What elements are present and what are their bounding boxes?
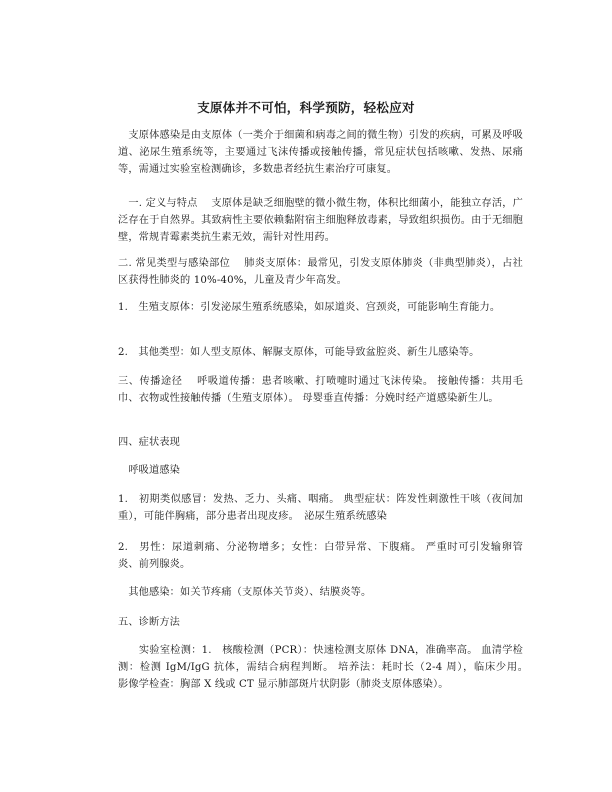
paragraph-transmission: 三、传播途径 呼吸道传播：患者咳嗽、打喷嚏时通过飞沫传染。 接触传播：共用毛巾、衣物或性接触传播（生殖支原体）。 母婴垂直传播：分娩时经产道感染新生儿。 [118,376,523,404]
subheading-respiratory: 呼吸道感染 [118,465,181,476]
paragraph-respiratory-symptoms: 1. 初期类似感冒：发热、乏力、头痛、咽痛。 典型症状：阵发性刺激性干咳（夜间加重），可能伴胸痛，部分患者出现皮疹。 泌尿生殖系统感染 [118,494,523,522]
heading-symptoms: 四、症状表现 [118,437,181,448]
paragraph-lab-tests: 实验室检测：1. 核酸检测（PCR）：快速检测支原体 DNA，准确率高。 血清学检测：检测 IgM/IgG 抗体，需结合病程判断。 培养法：耗时长（2-4 周），临床少用。 影像学检查：胸部 X 线或 CT 显示肺部斑片状阴影（肺炎支原体感染）。 [118,645,534,690]
heading-diagnosis: 五、诊断方法 [118,617,181,628]
paragraph-other-infections: 其他感染：如关节疼痛（支原体关节炎）、结膜炎等。 [118,587,372,598]
paragraph-other-types: 2. 其他类型：如人型支原体、解脲支原体，可能导致盆腔炎、新生儿感染等。 [118,347,480,358]
paragraph-intro: 支原体感染是由支原体（一类介于细菌和病毒之间的微生物）引发的疾病，可累及呼吸道、泌尿生殖系统等，主要通过飞沫传播或接触传播，常见症状包括咳嗽、发热、尿痛等，需通过实验室检测确诊，多数患者经抗生素治疗可康复。 [118,130,523,175]
paragraph-definition: 一. 定义与特点 支原体是缺乏细胞壁的微小微生物，体积比细菌小，能独立存活，广泛存在于自然界。其致病性主要依赖黏附宿主细胞释放毒素，导致组织损伤。由于无细胞壁，常规青霉素类抗生素无效，需针对性用药。 [118,198,523,243]
document-title: 支原体并不可怕，科学预防，轻松应对 [197,100,415,115]
paragraph-types: 二. 常见类型与感染部位 肺炎支原体：最常见，引发支原体肺炎（非典型肺炎），占社区获得性肺炎的 10%-40%，儿童及青少年高发。 [118,258,523,286]
paragraph-urogenital-symptoms: 2. 男性：尿道刺痛、分泌物增多；女性：白带异常、下腹痛。 严重时可引发输卵管炎、前列腺炎。 [118,542,523,570]
paragraph-genital-mycoplasma: 1. 生殖支原体：引发泌尿生殖系统感染，如尿道炎、宫颈炎，可能影响生育能力。 [118,302,501,313]
